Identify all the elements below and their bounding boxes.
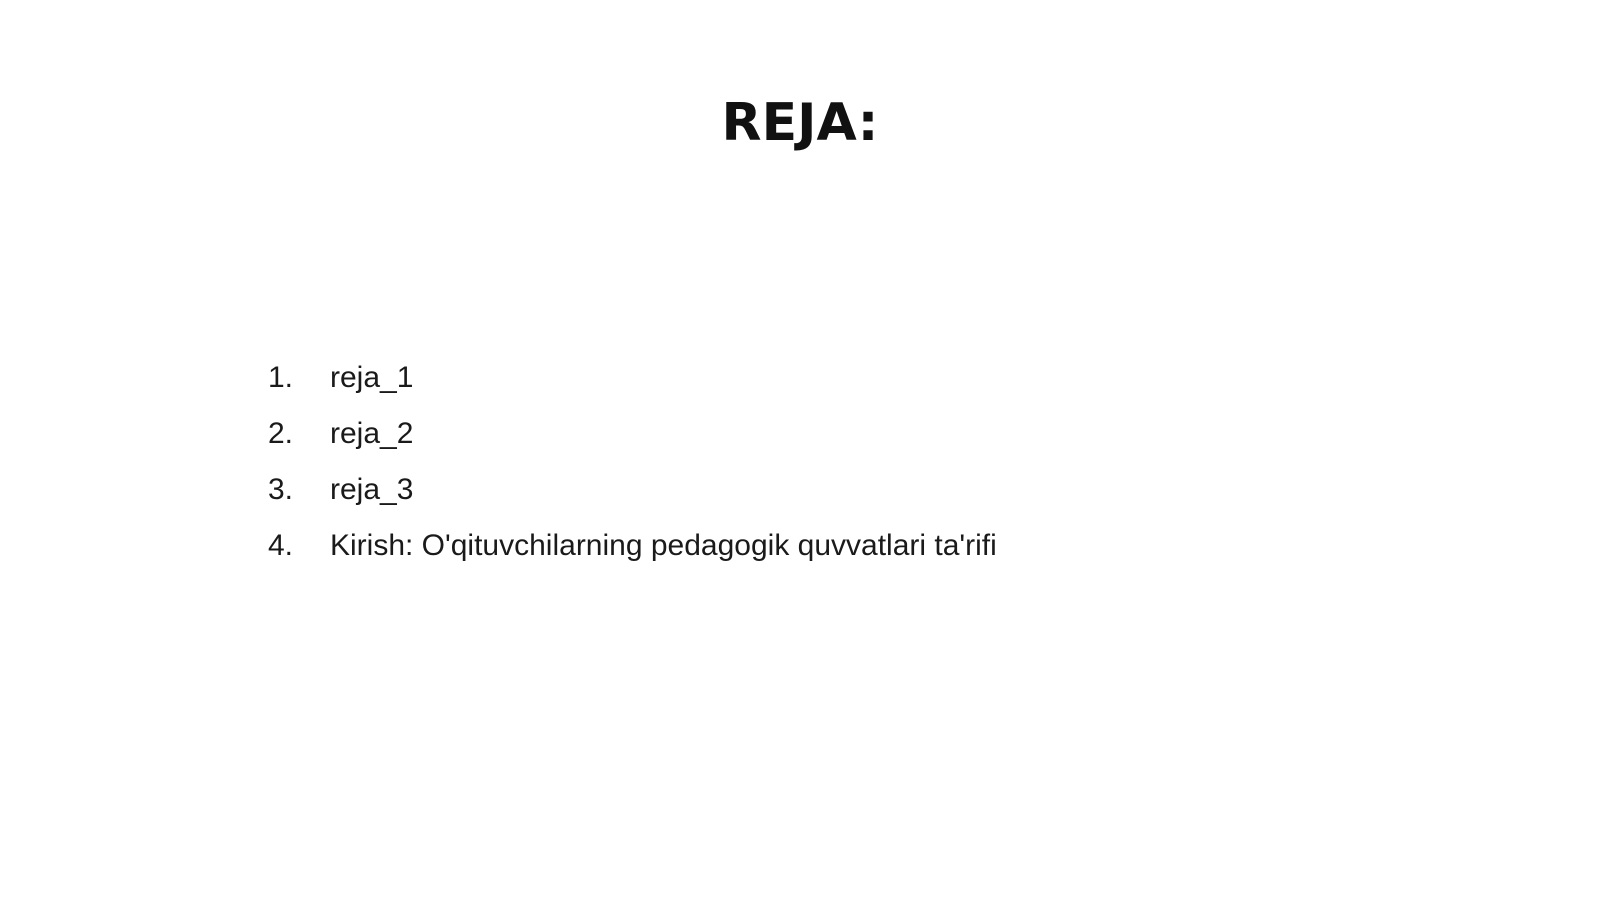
plan-item-text: reja_3 xyxy=(330,473,414,506)
plan-item-number: 1. xyxy=(268,361,294,394)
slide-title: REJA: xyxy=(721,93,879,153)
plan-item-1 xyxy=(268,358,997,414)
plan-list xyxy=(268,358,997,582)
plan-item-number: 3. xyxy=(268,473,294,506)
plan-item-text: reja_2 xyxy=(330,417,414,450)
plan-item-number: 2. xyxy=(268,417,294,450)
plan-item-3 xyxy=(268,470,997,526)
plan-item-text: reja_1 xyxy=(330,361,414,394)
plan-item-4 xyxy=(268,526,997,582)
plan-item-text: Kirish: O'qituvchilarning pedagogik quvvatlari ta'rifi xyxy=(330,529,997,562)
plan-item-2 xyxy=(268,414,997,470)
plan-item-number: 4. xyxy=(268,529,294,562)
